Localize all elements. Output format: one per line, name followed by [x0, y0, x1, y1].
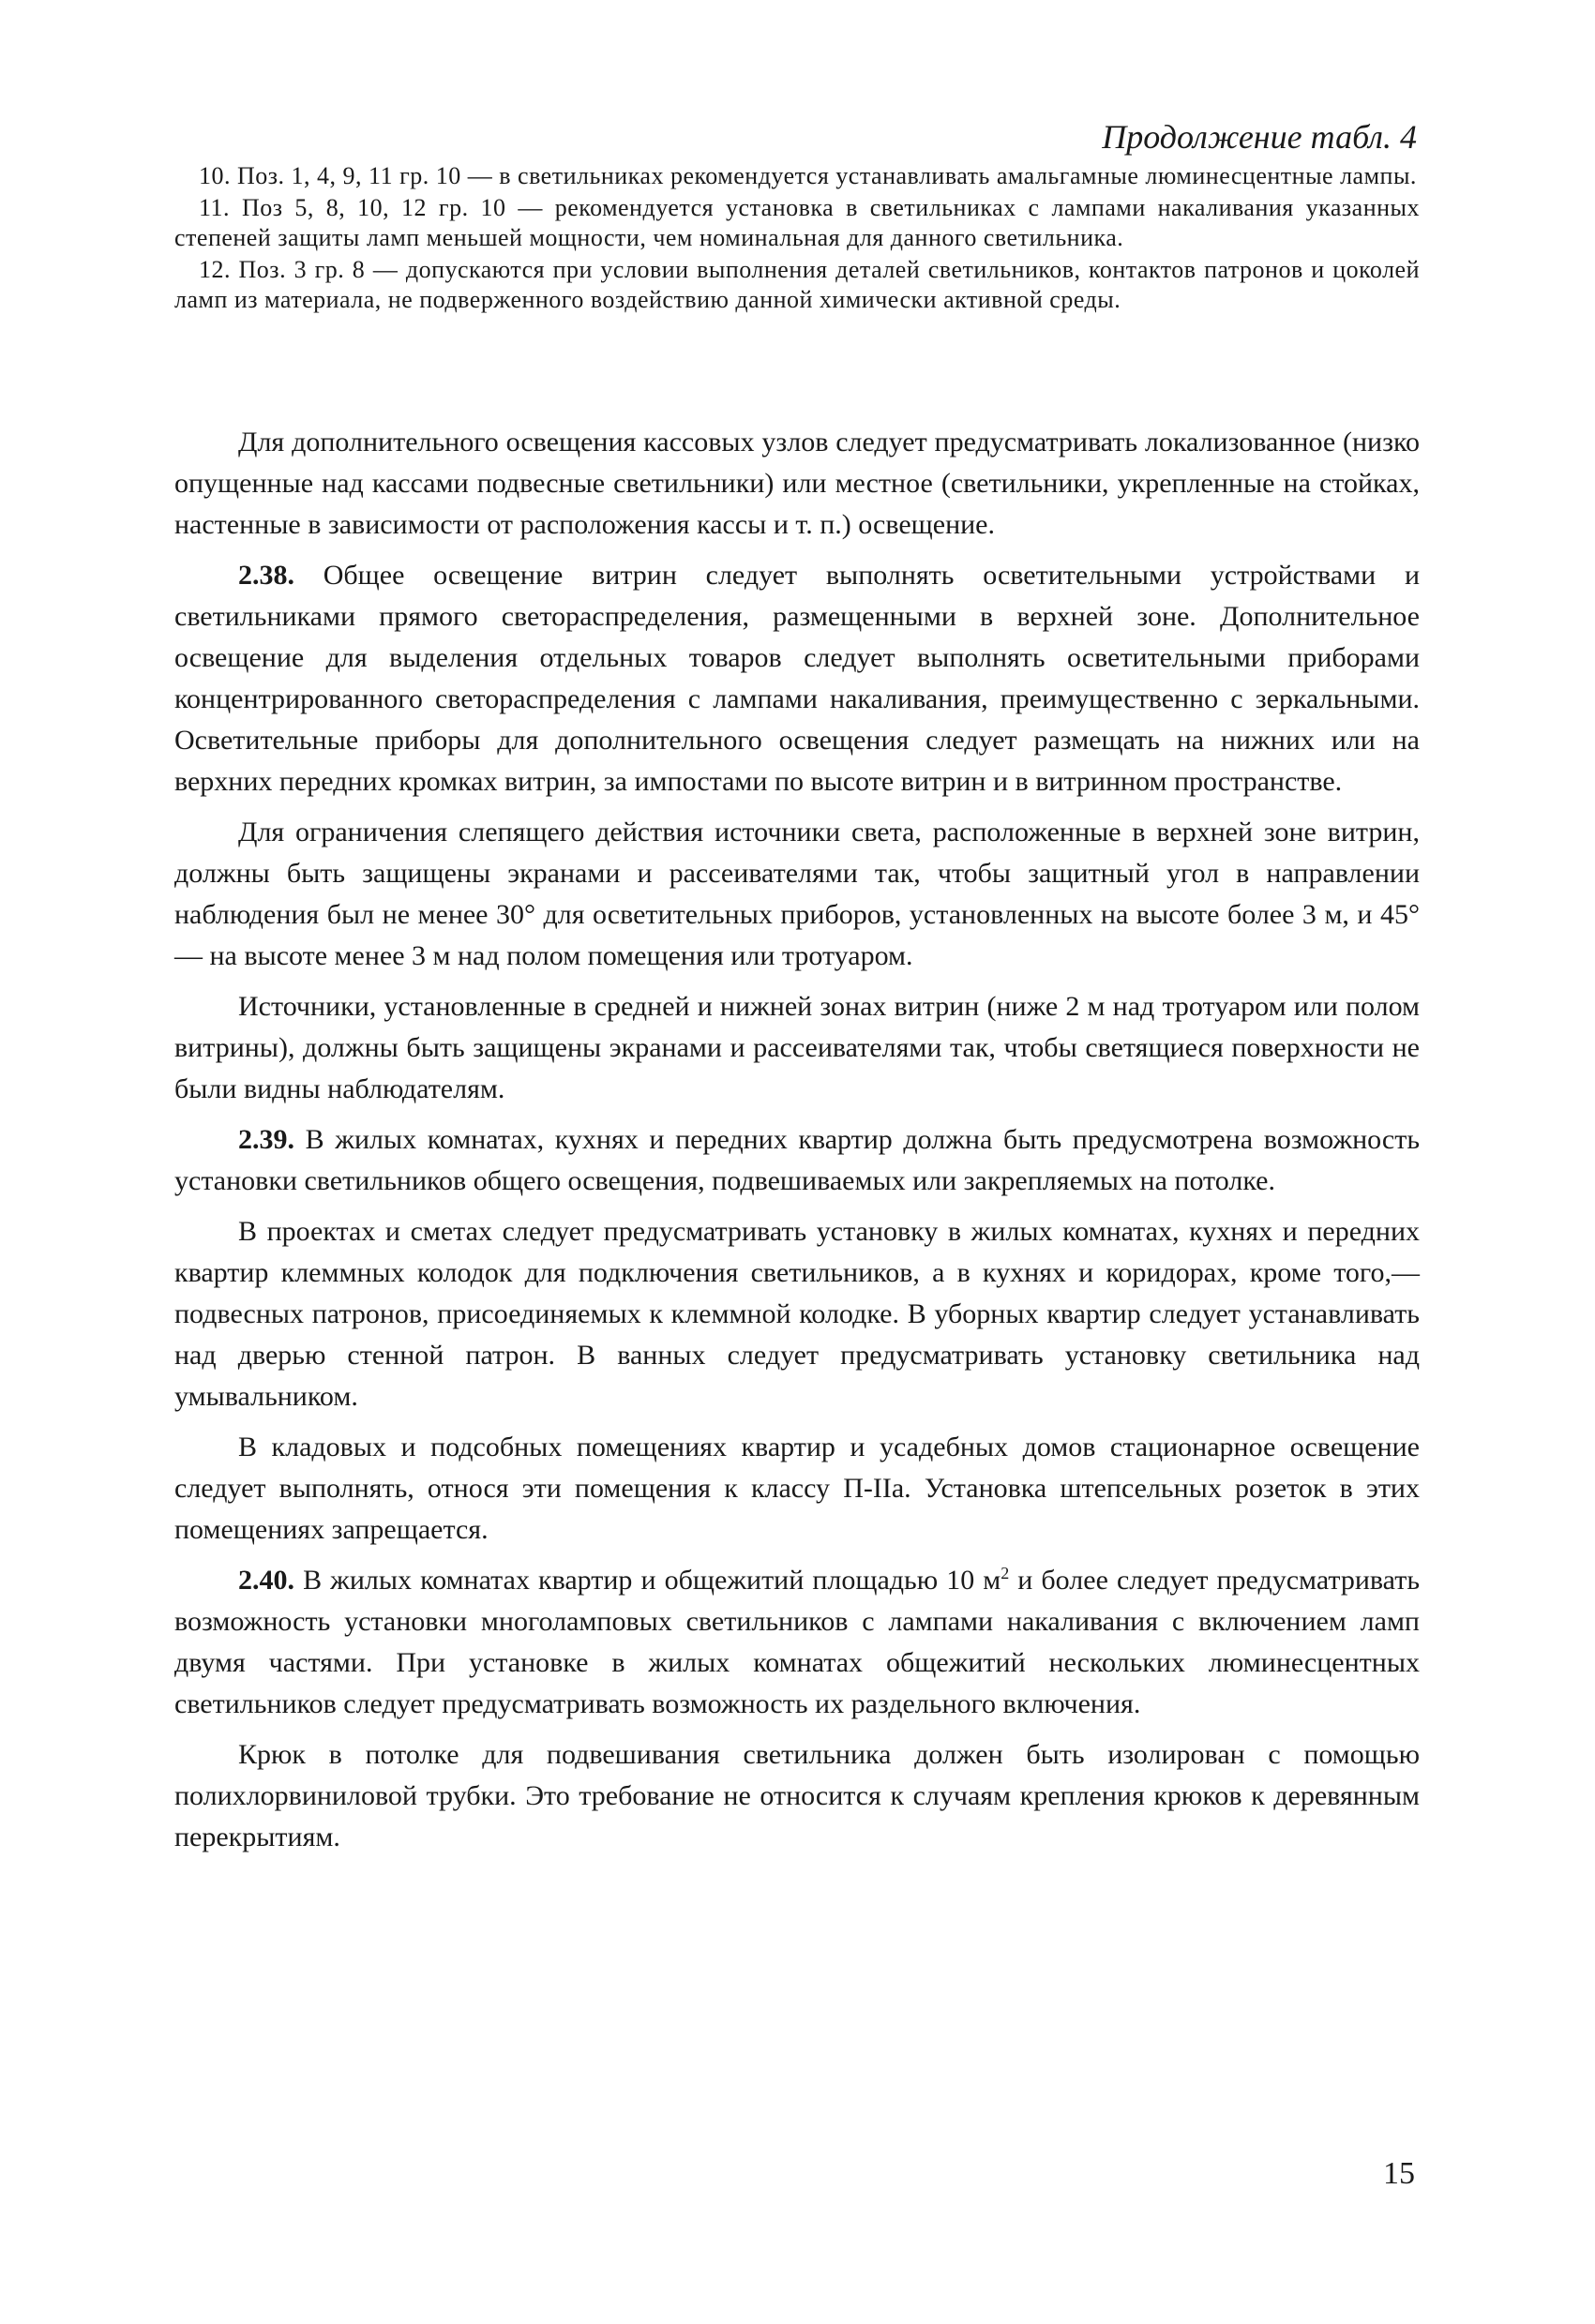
page-number: 15: [1383, 2156, 1415, 2191]
superscript-squared: 2: [1001, 1564, 1010, 1582]
section-text-part-b: и более следует предусматривать возможность установки многоламповых светильников с лампами накаливания с включением ламп двумя частями. При установке в жилых комнатах общежитий нескольких люминесцентных светильников следует предусматривать возможность их раздельного включения.: [174, 1565, 1421, 1719]
section-2-38: [174, 555, 1420, 802]
paragraph-projects-estimates: В проектах и сметах следует предусматривать установку в жилых комнатах, кухнях и передних квартир клеммных колодок для подключения светильников, а в кухнях и коридорах, кроме того,— подвесных патронов, присоединяемых к клеммной колодке. В уборных квартир следует устанавливать над дверью стенной патрон. В ванных следует предусматривать установку светильника над умывальником.: [174, 1216, 1420, 1412]
paragraph-storage-rooms: В кладовых и подсобных помещениях квартир и усадебных домов стационарное освещение следует выполнять, относя эти помещения к классу П-IIа. Установка штепсельных розеток в этих помещениях запрещается.: [174, 1432, 1420, 1545]
note-number: 11.: [199, 194, 231, 221]
table-continuation-header: Продолжение табл. 4: [1102, 118, 1417, 156]
section-2-39: [174, 1119, 1420, 1202]
paragraph-glare-limitation: Для ограничения слепящего действия источники света, расположенные в верхней зоне витрин, должны быть защищены экранами и рассеивателями так, чтобы защитный угол в направлении наблюдения был не менее 30° для осветительных приборов, установленных на высоте более 3 м, и 45° — на высоте менее 3 м над полом помещения или тротуаром.: [174, 817, 1420, 971]
paragraph-ceiling-hook: Крюк в потолке для подвешивания светильника должен быть изолирован с помощью полихлорвиниловой трубки. Это требование не относится к случаям крепления крюков к деревянным перекрытиям.: [174, 1739, 1420, 1852]
section-2-40: [174, 1560, 1420, 1725]
table-notes: [174, 161, 1420, 317]
note-12: [174, 255, 1420, 315]
note-text: Поз. 3 гр. 8 — допускаются при условии выполнения деталей светильников, контактов патронов и цоколей ламп из материала, не подверженного воздействию данной химически активной среды.: [174, 256, 1421, 313]
section-text: Общее освещение витрин следует выполнять осветительными устройствами и светильниками прямого светораспределения, размещенными в верхней зоне. Дополнительное освещение для выделения отдельных товаров следует выполнять осветительными приборами концентрированного светораспределения с лампами накаливания, преимущественно с зеркальными. Осветительные приборы для дополнительного освещения следует размещать на нижних или на верхних передних кромках витрин, за импостами по высоте витрин и в витринном пространстве.: [174, 560, 1420, 797]
note-10: [174, 161, 1420, 191]
section-text-part-a: В жилых комнатах квартир и общежитий площадью 10 м: [303, 1565, 1001, 1596]
paragraph-cash-lighting: Для дополнительного освещения кассовых узлов следует предусматривать локализованное (низко опущенные над кассами подвесные светильники) или местное (светильники, укрепленные на стойках, настенные в зависимости от расположения кассы и т. п.) освещение.: [174, 427, 1420, 540]
section-number: 2.40.: [238, 1565, 294, 1596]
paragraph-lower-zone-sources: Источники, установленные в средней и нижней зонах витрин (ниже 2 м над тротуаром или полом витрины), должны быть защищены экранами и рассеивателями так, чтобы светящиеся поверхности не были видны наблюдателям.: [174, 991, 1420, 1104]
note-11: [174, 193, 1420, 253]
section-number: 2.39.: [238, 1124, 294, 1155]
note-text: Поз 5, 8, 10, 12 гр. 10 — рекомендуется установка в светильниках с лампами накаливания указанных степеней защиты ламп меньшей мощности, чем номинальная для данного светильника.: [174, 194, 1421, 251]
note-text: Поз. 1, 4, 9, 11 гр. 10 — в светильниках рекомендуется устанавливать амальгамные люминесцентные лампы.: [237, 162, 1417, 189]
document-body: [174, 422, 1420, 1867]
section-number: 2.38.: [238, 560, 294, 591]
note-number: 10.: [199, 162, 231, 189]
section-text: В жилых комнатах, кухнях и передних квартир должна быть предусмотрена возможность установки светильников общего освещения, подвешиваемых или закрепляемых на потолке.: [174, 1124, 1420, 1196]
note-number: 12.: [199, 256, 231, 283]
